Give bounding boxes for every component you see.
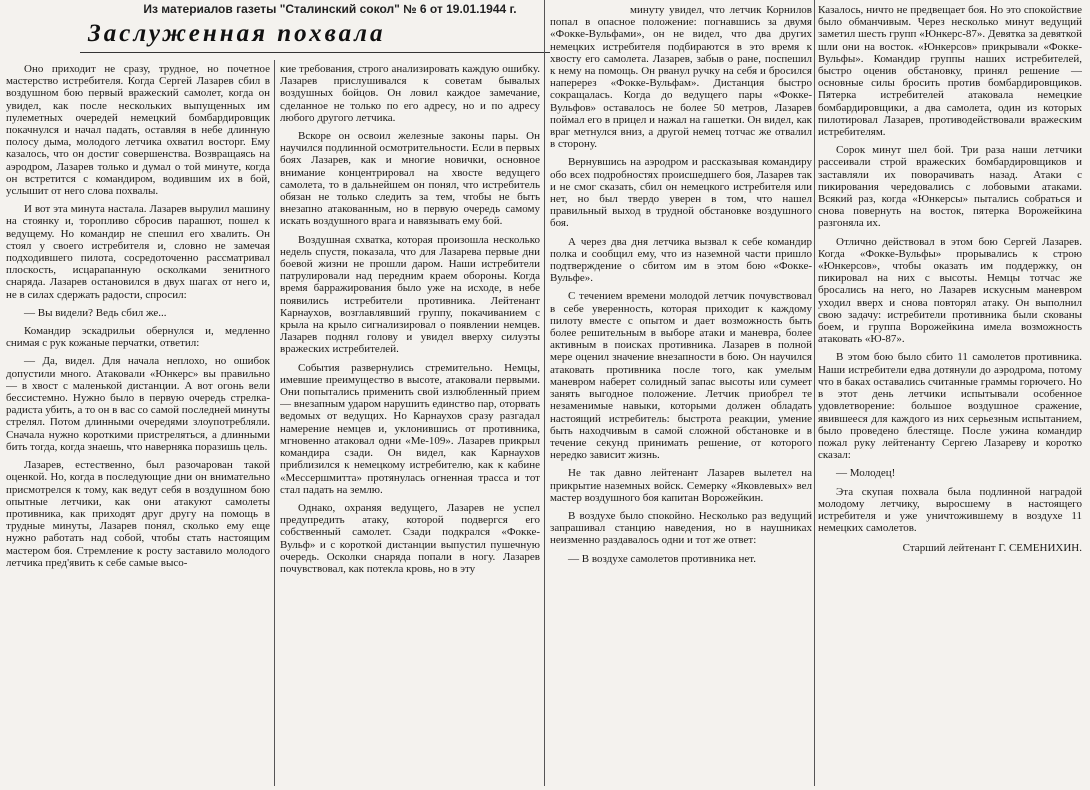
paragraph: — Вы видели? Ведь сбил же... xyxy=(24,306,167,319)
paragraph: Отлично действовал в этом бою Сергей Лазарев. Когда «Фокке-Вульфы» прорывались к строю «Юнкерсов», чтобы оказать им поддержку, он пикировал на них с высоты. Немцы тотчас же бросались на него, но Лазарев искусным маневром уходил вверх и снова повторял атаку. Он выполнил свою задачу: истребители противника были скованы боем, и группа Ворожейкина имела возможность атаковать «Ю-87». xyxy=(818,235,1082,346)
paragraph: Вскоре он освоил железные законы пары. Он научился подлинной осмотрительности. Если в первых боях Лазарев, как и многие новички, основное внимание концентрировал на хвосте ведущего самолета, то в дальнейшем он понял, что истребитель обязан не только следить за тем, чтобы не быть внезапно атакованным, но в первую очередь самому искать воздушного врага и навязывать ему бой. xyxy=(280,130,540,228)
paragraph: Командир эскадрильи обернулся и, медленно снимая с рук кожаные перчатки, ответил: xyxy=(6,325,270,350)
column-rule xyxy=(814,0,815,786)
paragraph: кие требования, строго анализировать каждую ошибку. Лазарев прислушивался к советам бывалых воздушных бойцов. Он ловил каждое замечание, сделанное не только по его адресу, но и по адресу любого другого летчика. xyxy=(280,63,540,124)
headline-divider xyxy=(80,52,550,53)
paragraph: минуту увидел, что летчик Корнилов попал в опасное положение: погнавшись за двумя «Фокке-Вульфами», он не видел, что два других немецких истребителя подбираются в это время к хвосту его самолета. Лазарев, забыв о ране, поспешил к нему на помощь. Он рванул ручку на себя и бросился наперерез «Фокке-Вульфам». Дистанция быстро сокращалась. Когда до ведущего пары «Фокке-Вульфов» оставалось не более 50 метров, Лазарев поймал его в прицел и нажал на гашетки. Он видел, как враг метнулся вниз, а другой немец тотчас же отвалил в сторону. xyxy=(550,4,812,151)
column-rule xyxy=(274,60,275,786)
paragraph: А через два дня летчика вызвал к себе командир полка и сообщил ему, что из наземной части пришло подтверждение о сбитом им в этом бою «Фокке-Вульфе». xyxy=(550,235,812,285)
article-column-3 xyxy=(550,4,812,785)
paragraph: Не так давно лейтенант Лазарев вылетел на прикрытие наземных войск. Семерку «Яковлевых» вел мастер воздушного боя капитан Ворожейкин. xyxy=(550,467,812,504)
article-column-4 xyxy=(818,4,1082,785)
column-rule xyxy=(544,0,545,786)
paragraph: В этом бою было сбито 11 самолетов противника. Наши истребители едва дотянули до аэродрома, потому что в баках оставались считанные граммы горючего. Но в этот день летчики испытывали особенное удовлетворение: большое воздушное сражение, явившееся для каждого из них серьезным испытанием, было проведено блестяще. После ужина командир пожал руку лейтенанту Сергею Лазареву и коротко сказал: xyxy=(818,351,1082,462)
source-line: Из материалов газеты "Сталинский сокол" № 6 от 19.01.1944 г. xyxy=(143,2,517,16)
paragraph: Оно приходит не сразу, трудное, но почетное мастерство истребителя. Когда Сергей Лазарев сбил в воздушном бою первый вражеский самолет, когда он увидел, как после нескольких выпущенных им пулеметных очередей немецкий бомбардировщик покачнулся и начал падать, оставляя в небе длинную полосу дыма, молодого летчика охватил восторг. Ему казалось, что он достиг совершенства. Возвращаясь на аэродром, Лазарев только и думал о той минуте, когда он встретится с командиром, водившим их в бой, услышит от него слова похвалы. xyxy=(6,63,270,198)
paragraph: — В воздухе самолетов противника нет. xyxy=(568,552,756,565)
paragraph: И вот эта минута настала. Лазарев вырулил машину на стоянку и, торопливо сбросив парашют, пошел к ведущему. Но командир не спешил его хвалить. Он стоял у своего истребителя и, словно не замечая подходившего пилота, сосредоточенно рассматривал плоскость, исцарапанную осколками зенитного снаряда. Лазарев остановился в двух шагах от него и, не в силах сдержать радости, спросил: xyxy=(6,203,270,301)
paragraph: Сорок минут шел бой. Три раза наши летчики рассеивали строй вражеских бомбардировщиков и заставляли их поворачивать назад. Атаки с пикирования чередовались с лобовыми атаками. Всякий раз, когда «Юнкерсы» пытались собраться и снова повернуть на восток, пятерка Ворожейкина разгоняла их. xyxy=(818,144,1082,230)
article-column-2 xyxy=(280,63,540,785)
paragraph: Лазарев, естественно, был разочарован такой оценкой. Но, когда в последующие дни он внимательно присмотрелся к тому, как ведут себя в воздушном бою опытные летчики, как они атакуют самолеты противника, как приходят друг другу на помощь в трудные минуты, Лазарев понял, сколько ему еще нужно работать над собой, чтобы стать настоящим мастером боя. Стремление к росту заставило молодого летчика пред'явить к себе самые высо- xyxy=(6,459,270,569)
paragraph: Вернувшись на аэродром и рассказывая командиру обо всех подробностях происшедшего боя, Лазарев так и не смог сказать, сбил он немецкого истребителя или нет, но был твердо уверен в том, что нашел правильный выход в трудной обстановке воздушного боя. xyxy=(550,156,812,230)
paragraph: С течением времени молодой летчик почувствовал в себе уверенность, которая приходит к каждому пилоту вместе с опытом и дает возможность быть более решительным в выборе атаки и маневра, более активным в поисках противника. Лазарев в полной мере оценил значение внезапности в бою. Он научился атаковать противника после того, как умелым маневром наберет солидный запас высоты или сумеет занять выгодное положение. Летчик приобрел те незаменимые навыки, которыми должен обладать настоящий истребитель: быстрота реакции, умение быть находчивым в самой сложной обстановке и в течение секунд принимать решение, от которого нередко зависит жизнь. xyxy=(550,290,812,462)
author-signature: Старший лейтенант Г. СЕМЕНИХИН. xyxy=(902,542,1082,555)
paragraph: События развернулись стремительно. Немцы, имевшие преимущество в высоте, атаковали первыми. Они попытались применить свой излюбленный прием — внезапным ударом нарушить единство пар, оторвать ведомых от ведущих. Но Карнаухов сразу разгадал намерение немцев и, уклонившись от противника, мгновенно атаковал одни «Ме-109». Лазарев прикрыл командира сзади. Он видел, как Карнаухов приблизился к немецкому истребителю, как к кабине «Мессершмитта» протянулась огненная трасса и тот стал падать на землю. xyxy=(280,361,540,496)
paragraph: Эта скупая похвала была подлинной наградой молодому летчику, выросшему в настоящего истребителя и уже уничтожившему в воздухе 11 немецких самолетов. xyxy=(818,485,1082,535)
article-headline: Заслуженная похвала xyxy=(88,20,386,47)
paragraph: — Молодец! xyxy=(836,467,896,480)
paragraph: Казалось, ничто не предвещает боя. Но это спокойствие было обманчивым. Через несколько минут ведущий заметил шесть групп «Юнкерс-87». Девятка за девяткой шли они на восток. «Юнкерсов» прикрывали «Фокке-Вульфы». Командир группы наших истребителей, быстро оценив обстановку, принял решение — основные силы бросить против бомбардировщиков. Пятерка истребителей атаковала немецкие бомбардировщики, а два самолета, один из которых пилотировал Лазарев, противодействовали вражеским истребителям. xyxy=(818,4,1082,139)
article-column-1 xyxy=(6,63,270,785)
paragraph: — Да, видел. Для начала неплохо, но ошибок допустили много. Атаковали «Юнкерс» вы правильно — в хвост с маленькой дистанции. А вот огонь вели бессистемно. Нужно было в первую очередь стрелка-радиста убить, а то он в вас со самой последней минуты стрелял. Потом длинными очередями злоупотребляли. Сначала нужно короткими пристреляться, а длинными бить тогда, когда знаешь, что наверняка поразишь цель. xyxy=(6,355,270,453)
paragraph: Воздушная схватка, которая произошла несколько недель спустя, показала, что для Лазарева первые дни боевой жизни не прошли даром. Наши истребители патрулировали над передним краем обороны. Когда время барражирования было уже на исходе, в небе появились истребители противника. Лейтенант Карнаухов, возглавлявший группу, покачиванием с крыла на крыло сигнализировал о появлении немцев. Лазарев поднял голову и увидел вверху силуэты вражеских истребителей. xyxy=(280,233,540,356)
paragraph: Однако, охраняя ведущего, Лазарев не успел предупредить атаку, которой подвергся его собственный самолет. Сзади подкрался «Фокке-Вульф» и с короткой дистанции выпустил пушечную очередь. Осколки снаряда попали в ногу. Лазарев почувствовал, как потекла кровь, но в эту xyxy=(280,501,540,575)
paragraph: В воздухе было спокойно. Несколько раз ведущий запрашивал станцию наведения, но в наушниках неизменно раздавалось одни и тот же ответ: xyxy=(550,509,812,547)
